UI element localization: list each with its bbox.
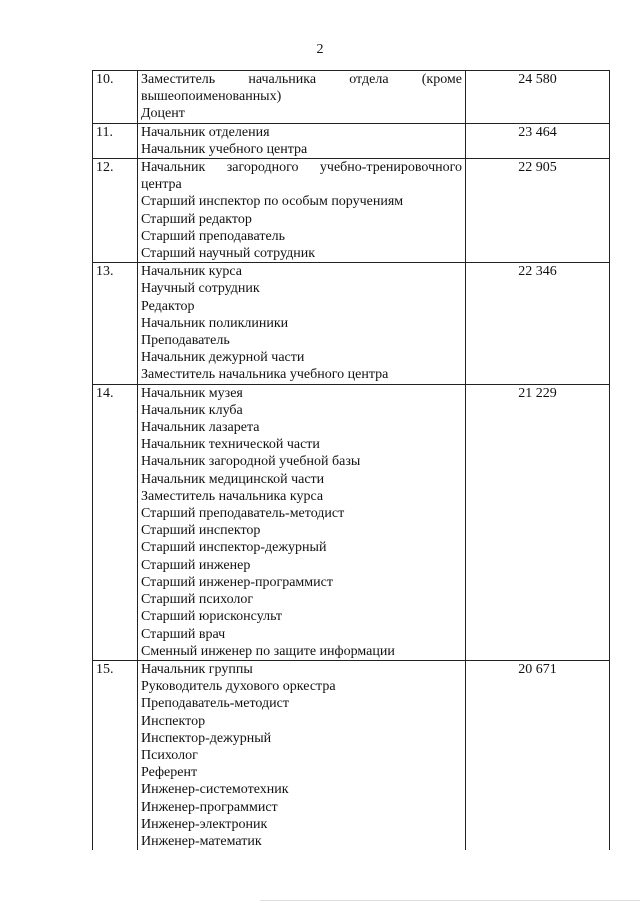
position-list xyxy=(138,159,466,263)
position-title: центра xyxy=(141,177,182,193)
position-title: Начальник отделения xyxy=(141,124,270,140)
bottom-rule xyxy=(260,900,640,901)
position-title: Начальник медицинской части xyxy=(141,471,325,487)
position-title: Преподаватель-методист xyxy=(141,696,289,712)
position-list xyxy=(138,263,466,384)
position-title: Старший редактор xyxy=(141,211,252,227)
position-title: Заместитель начальника отдела (кроме xyxy=(141,72,462,87)
position-list xyxy=(138,71,466,124)
table-row xyxy=(93,384,610,660)
position-title: Психолог xyxy=(141,747,198,763)
position-title: Старший инспектор по особым поручениям xyxy=(141,194,404,210)
position-title: Доцент xyxy=(141,106,185,122)
row-number: 14. xyxy=(93,384,138,660)
position-title: Начальник группы xyxy=(141,661,253,677)
position-title: Начальник учебного центра xyxy=(141,141,308,157)
position-title: Референт xyxy=(141,765,198,781)
position-title: Преподаватель xyxy=(141,333,230,349)
position-title: Начальник технической части xyxy=(141,437,320,453)
position-title: Старший инспектор xyxy=(141,523,261,539)
position-title: Старший юрисконсульт xyxy=(141,609,283,625)
position-title: Инспектор-дежурный xyxy=(141,730,272,746)
position-title: Заместитель начальника учебного центра xyxy=(141,367,389,383)
position-list xyxy=(138,660,466,850)
position-title: Начальник музея xyxy=(141,385,243,401)
position-title: Старший инженер xyxy=(141,557,251,573)
position-title: Начальник поликлиники xyxy=(141,315,289,331)
position-title: Инженер-программист xyxy=(141,799,278,815)
table-row xyxy=(93,660,610,850)
position-title: Инспектор xyxy=(141,713,206,729)
position-title: Начальник дежурной части xyxy=(141,350,305,366)
salary-value: 23 464 xyxy=(466,123,610,158)
position-title: Старший врач xyxy=(141,626,226,642)
table-row xyxy=(93,71,610,124)
position-title: Инженер-электроник xyxy=(141,816,268,832)
table-row xyxy=(93,159,610,263)
position-list xyxy=(138,384,466,660)
table-row xyxy=(93,263,610,384)
position-title: Начальник курса xyxy=(141,264,243,280)
salary-value: 22 905 xyxy=(466,159,610,263)
position-title: Сменный инженер по защите информации xyxy=(141,643,395,659)
position-title: Инженер-системотехник xyxy=(141,782,289,798)
position-title: Начальник загородной учебной базы xyxy=(141,454,361,470)
position-list xyxy=(138,123,466,158)
salary-value: 24 580 xyxy=(466,71,610,124)
position-title: Начальник клуба xyxy=(141,402,243,418)
position-title: Старший научный сотрудник xyxy=(141,246,316,262)
position-title: Инженер-математик xyxy=(141,833,262,849)
salary-value: 22 346 xyxy=(466,263,610,384)
row-number: 12. xyxy=(93,159,138,263)
page-number: 2 xyxy=(316,42,324,57)
position-title: Заместитель начальника курса xyxy=(141,488,324,504)
salary-value: 20 671 xyxy=(466,660,610,850)
position-title: вышеопоименованных) xyxy=(141,89,282,105)
row-number: 13. xyxy=(93,263,138,384)
row-number: 15. xyxy=(93,660,138,850)
salary-value: 21 229 xyxy=(466,384,610,660)
position-title: Начальник загородного учебно-тренировочного xyxy=(141,160,462,176)
position-title: Старший преподаватель-методист xyxy=(141,506,345,522)
position-title: Старший инженер-программист xyxy=(141,574,333,590)
table-row xyxy=(93,123,610,158)
position-title: Старший психолог xyxy=(141,592,254,608)
row-number: 11. xyxy=(93,123,138,158)
position-title: Начальник лазарета xyxy=(141,420,260,436)
position-title: Руководитель духового оркестра xyxy=(141,679,336,695)
row-number: 10. xyxy=(93,71,138,124)
position-title: Научный сотрудник xyxy=(141,281,260,297)
position-title: Старший преподаватель xyxy=(141,228,286,244)
position-title: Старший инспектор-дежурный xyxy=(141,540,327,556)
table-body xyxy=(93,71,610,851)
salary-table xyxy=(92,70,610,850)
position-title: Редактор xyxy=(141,298,195,314)
